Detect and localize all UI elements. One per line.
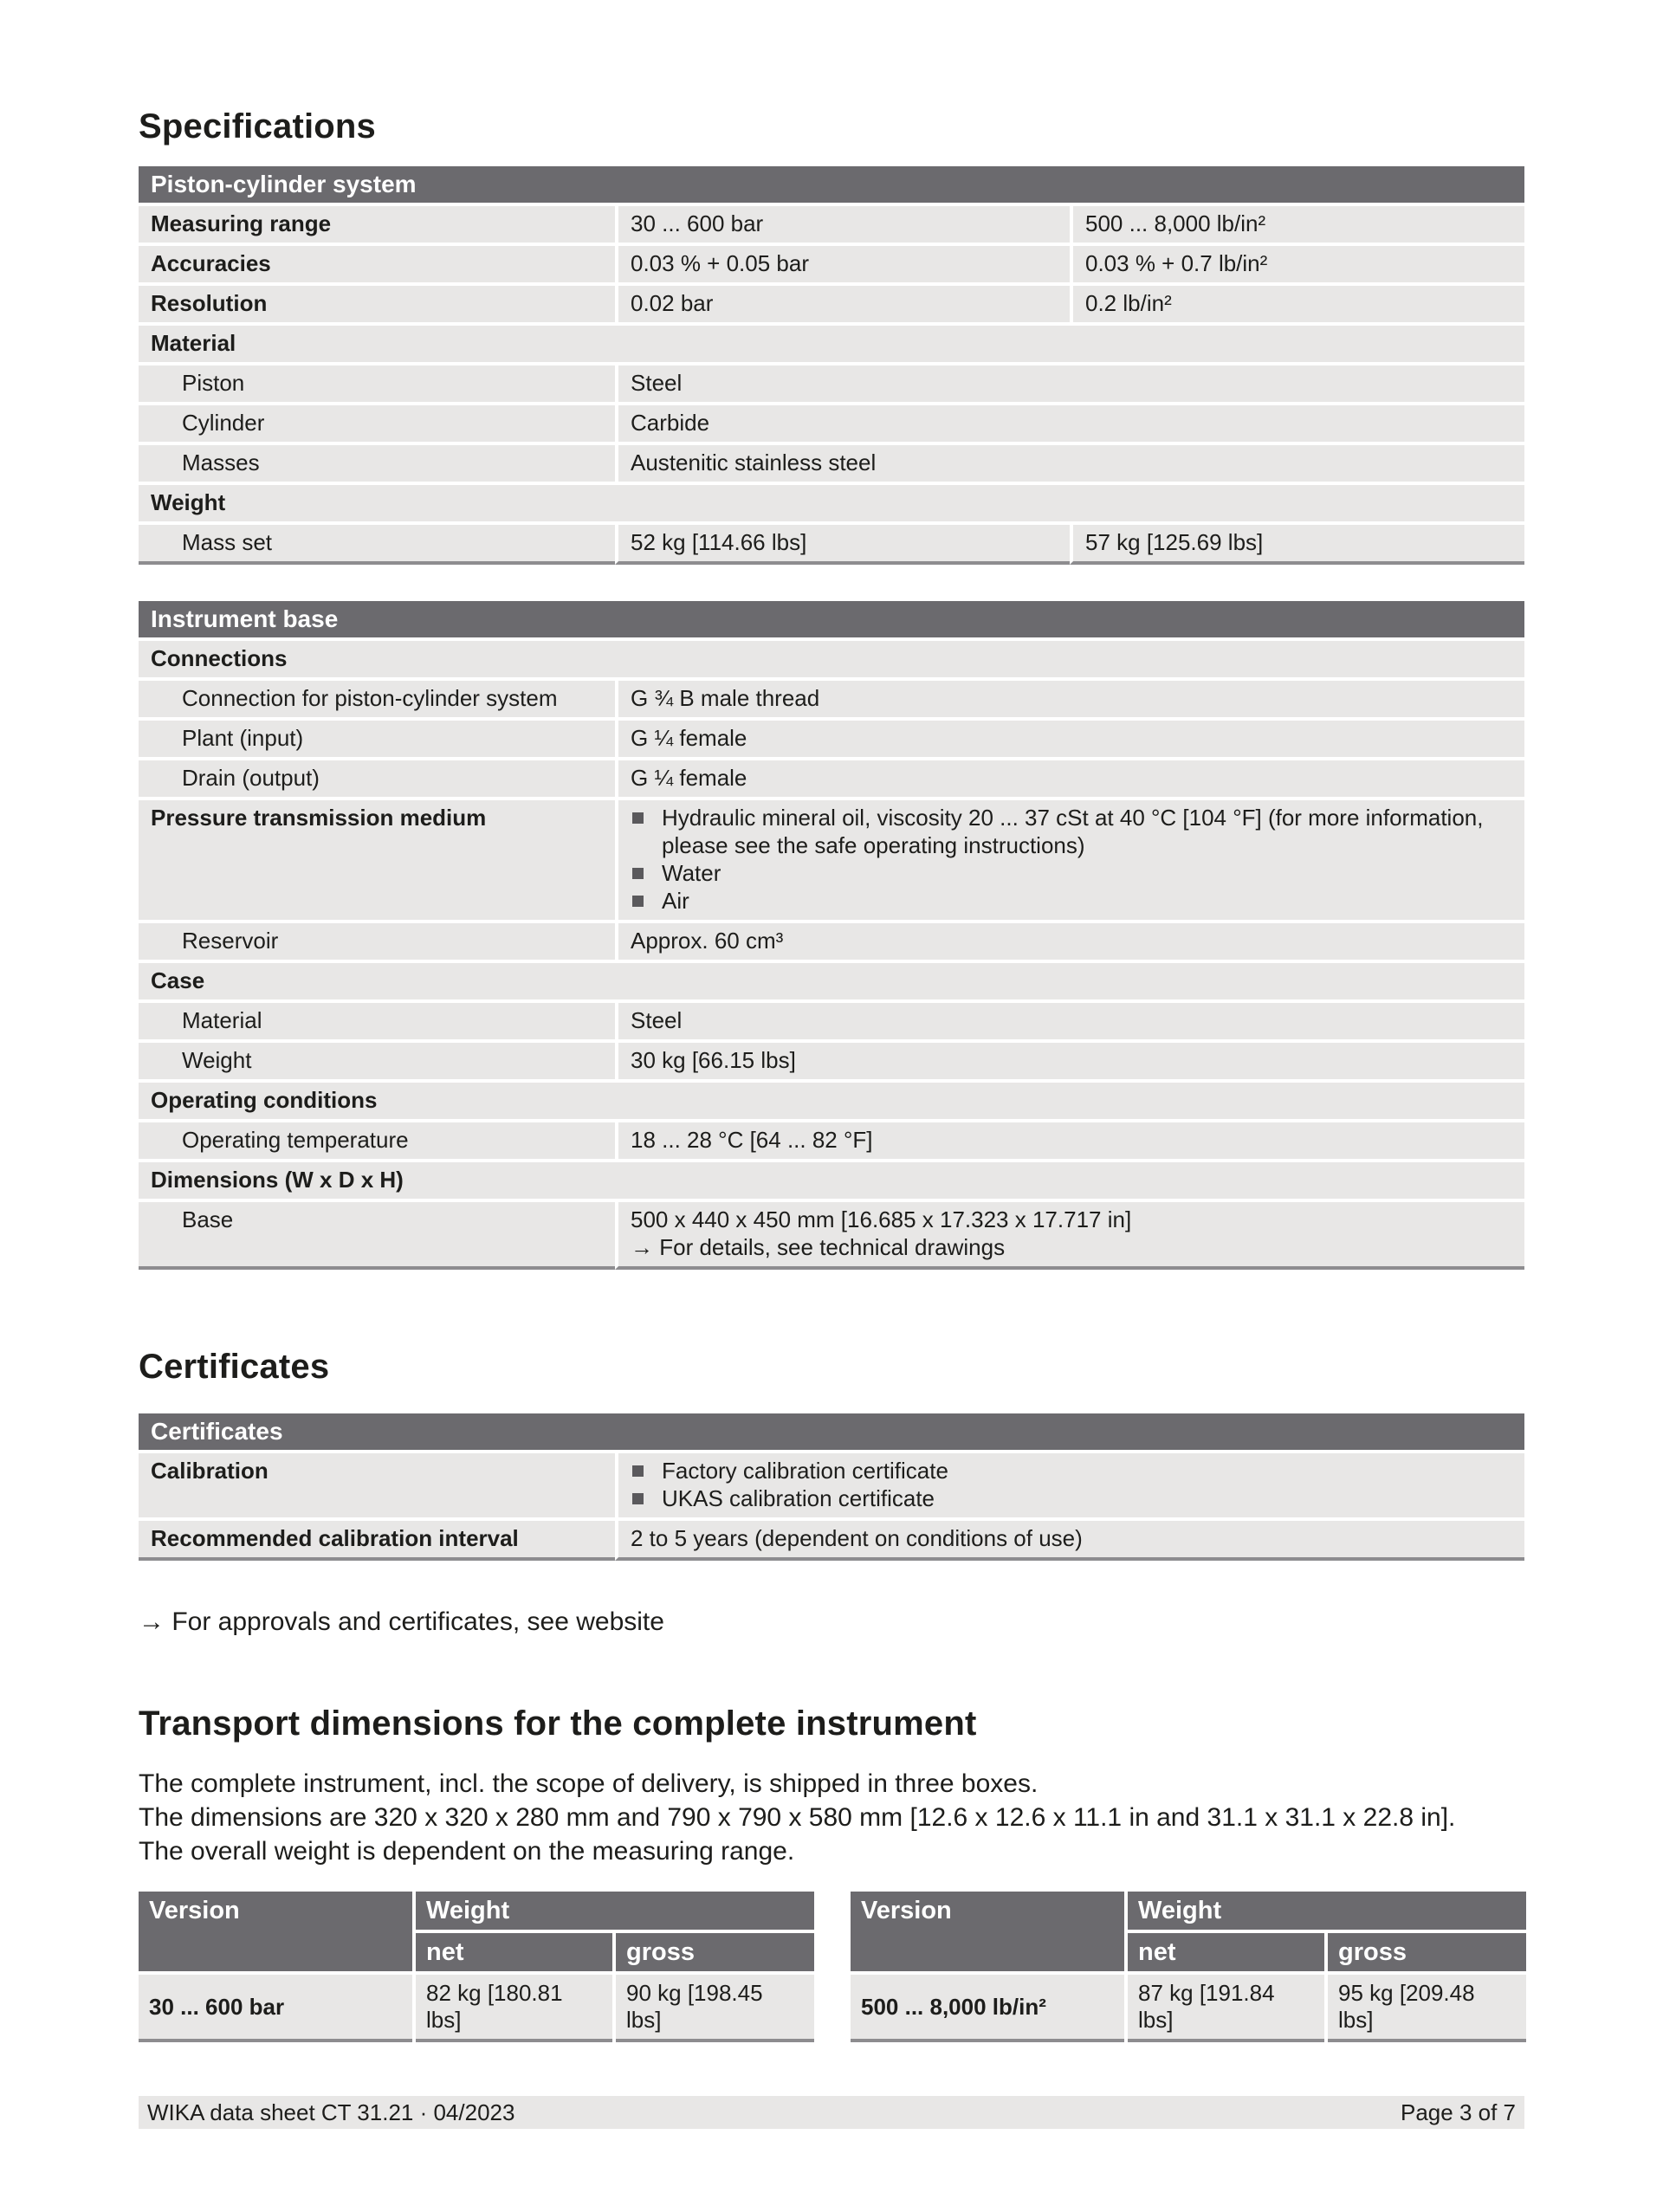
approvals-link[interactable]: → For approvals and certificates, see website (139, 1607, 664, 1636)
row-label: Connections (139, 641, 1524, 677)
table-row (139, 246, 1524, 282)
table-row (139, 1975, 814, 2042)
cell-value (615, 1202, 1524, 1270)
certificates-title: Certificates (139, 1348, 330, 1386)
version-cell: 500 ... 8,000 lb/in² (851, 1975, 1124, 2042)
row-label: Cylinder (139, 405, 615, 442)
weight-header: Weight (416, 1892, 814, 1930)
row-label: Accuracies (139, 246, 615, 282)
row-label: Material (139, 1003, 615, 1039)
page-footer (139, 2096, 1524, 2129)
row-label: Drain (output) (139, 760, 615, 797)
paragraph-line: The complete instrument, incl. the scope of delivery, is shipped in three boxes. (139, 1769, 1039, 1798)
gross-cell: 95 kg [209.48 lbs] (1328, 1975, 1526, 2042)
version-header: Version (851, 1892, 1124, 1971)
transport-table-psi (847, 1888, 1530, 2046)
transport-title: Transport dimensions for the complete instrument (139, 1704, 977, 1743)
instrument-base-table (139, 598, 1524, 1273)
row-label: Case (139, 963, 1524, 999)
medium-list (631, 804, 1512, 915)
cell-value: 2 to 5 years (dependent on conditions of use) (615, 1521, 1524, 1561)
cell-value (615, 800, 1524, 920)
dimension-value: 500 x 440 x 450 mm [16.685 x 17.323 x 17.717 in] (631, 1206, 1132, 1232)
footer-document-id: WIKA data sheet CT 31.21 · 04/2023 (147, 2099, 515, 2125)
table-header: Certificates (139, 1413, 1524, 1450)
row-label: Operating temperature (139, 1122, 615, 1159)
cell-value: Steel (615, 1003, 1524, 1039)
row-label: Masses (139, 445, 615, 482)
table-row (139, 1202, 1524, 1270)
version-cell: 30 ... 600 bar (139, 1975, 412, 2042)
table-row (139, 1003, 1524, 1039)
net-header: net (416, 1933, 612, 1971)
weight-header: Weight (1128, 1892, 1526, 1930)
drawings-link[interactable]: → For details, see technical drawings (631, 1234, 1006, 1260)
row-label: Measuring range (139, 206, 615, 243)
table-row (139, 721, 1524, 757)
certificates-table (139, 1410, 1524, 1564)
gross-header: gross (616, 1933, 814, 1971)
list-item: Factory calibration certificate (631, 1457, 1512, 1484)
cell-value: 0.2 lb/in² (1070, 286, 1524, 322)
table-row (139, 1162, 1524, 1199)
cell-value: 0.03 % + 0.05 bar (615, 246, 1070, 282)
piston-cylinder-table-wrap (139, 166, 1524, 568)
net-cell: 82 kg [180.81 lbs] (416, 1975, 612, 2042)
table-row (139, 1122, 1524, 1159)
cell-value: 30 kg [66.15 lbs] (615, 1043, 1524, 1079)
table-row (139, 326, 1524, 362)
gross-cell: 90 kg [198.45 lbs] (616, 1975, 814, 2042)
table-row (139, 1043, 1524, 1079)
cell-value: G ¼ female (615, 721, 1524, 757)
row-label: Calibration (139, 1453, 615, 1517)
gross-header: gross (1328, 1933, 1526, 1971)
piston-cylinder-table (139, 163, 1524, 568)
cell-value: 0.03 % + 0.7 lb/in² (1070, 246, 1524, 282)
table-row (139, 963, 1524, 999)
table-row (139, 1083, 1524, 1119)
row-label: Connection for piston-cylinder system (139, 681, 615, 717)
list-item: Hydraulic mineral oil, viscosity 20 ... 37 cSt at 40 °C [104 °F] (for more information, please see the safe operating instructions) (631, 804, 1512, 859)
table-row (139, 365, 1524, 402)
row-label: Base (139, 1202, 615, 1270)
table-row (139, 641, 1524, 677)
paragraph-line: The overall weight is dependent on the measuring range. (139, 1837, 795, 1866)
transport-description (139, 1767, 1524, 1868)
row-label: Weight (139, 1043, 615, 1079)
table-row (139, 923, 1524, 960)
row-label: Reservoir (139, 923, 615, 960)
net-cell: 87 kg [191.84 lbs] (1128, 1975, 1324, 2042)
table-row (139, 1521, 1524, 1561)
cell-value: 0.02 bar (615, 286, 1070, 322)
row-label: Recommended calibration interval (139, 1521, 615, 1561)
row-label: Piston (139, 365, 615, 402)
cell-value: Approx. 60 cm³ (615, 923, 1524, 960)
table-row (139, 405, 1524, 442)
net-header: net (1128, 1933, 1324, 1971)
row-label: Resolution (139, 286, 615, 322)
table-row (139, 206, 1524, 243)
cell-value: G ¼ female (615, 760, 1524, 797)
row-label: Mass set (139, 525, 615, 565)
cell-value: 30 ... 600 bar (615, 206, 1070, 243)
specifications-title: Specifications (139, 107, 376, 146)
instrument-base-table-wrap (139, 601, 1524, 1273)
table-row (139, 1453, 1524, 1517)
cell-value: Steel (615, 365, 1524, 402)
certificates-table-wrap (139, 1413, 1524, 1564)
table-row (139, 525, 1524, 565)
list-item: Air (631, 887, 1512, 915)
paragraph-line: The dimensions are 320 x 320 x 280 mm and 790 x 790 x 580 mm [12.6 x 12.6 x 11.1 in and 31.1 x 31.1 x 22.8 in]. (139, 1803, 1456, 1832)
table-row (139, 445, 1524, 482)
cell-value: Austenitic stainless steel (615, 445, 1524, 482)
transport-table-bar-wrap (135, 1888, 818, 2046)
cell-value: 57 kg [125.69 lbs] (1070, 525, 1524, 565)
row-label: Plant (input) (139, 721, 615, 757)
row-label: Pressure transmission medium (139, 800, 615, 920)
footer-page-number: Page 3 of 7 (1401, 2099, 1516, 2125)
table-row (139, 286, 1524, 322)
cell-value: Carbide (615, 405, 1524, 442)
row-label: Weight (139, 485, 1524, 521)
cell-value (615, 1453, 1524, 1517)
list-item: Water (631, 859, 1512, 887)
table-header: Instrument base (139, 601, 1524, 637)
table-row (851, 1975, 1526, 2042)
table-row (139, 760, 1524, 797)
transport-table-psi-wrap (847, 1888, 1530, 2046)
row-label: Operating conditions (139, 1083, 1524, 1119)
cell-value: G ¾ B male thread (615, 681, 1524, 717)
transport-table-bar (135, 1888, 818, 2046)
table-row (139, 485, 1524, 521)
calibration-list (631, 1457, 1512, 1512)
table-row (139, 800, 1524, 920)
list-item: UKAS calibration certificate (631, 1484, 1512, 1512)
row-label: Material (139, 326, 1524, 362)
table-row (139, 681, 1524, 717)
table-header: Piston-cylinder system (139, 166, 1524, 203)
version-header: Version (139, 1892, 412, 1971)
cell-value: 500 ... 8,000 lb/in² (1070, 206, 1524, 243)
cell-value: 52 kg [114.66 lbs] (615, 525, 1070, 565)
row-label: Dimensions (W x D x H) (139, 1162, 1524, 1199)
cell-value: 18 ... 28 °C [64 ... 82 °F] (615, 1122, 1524, 1159)
